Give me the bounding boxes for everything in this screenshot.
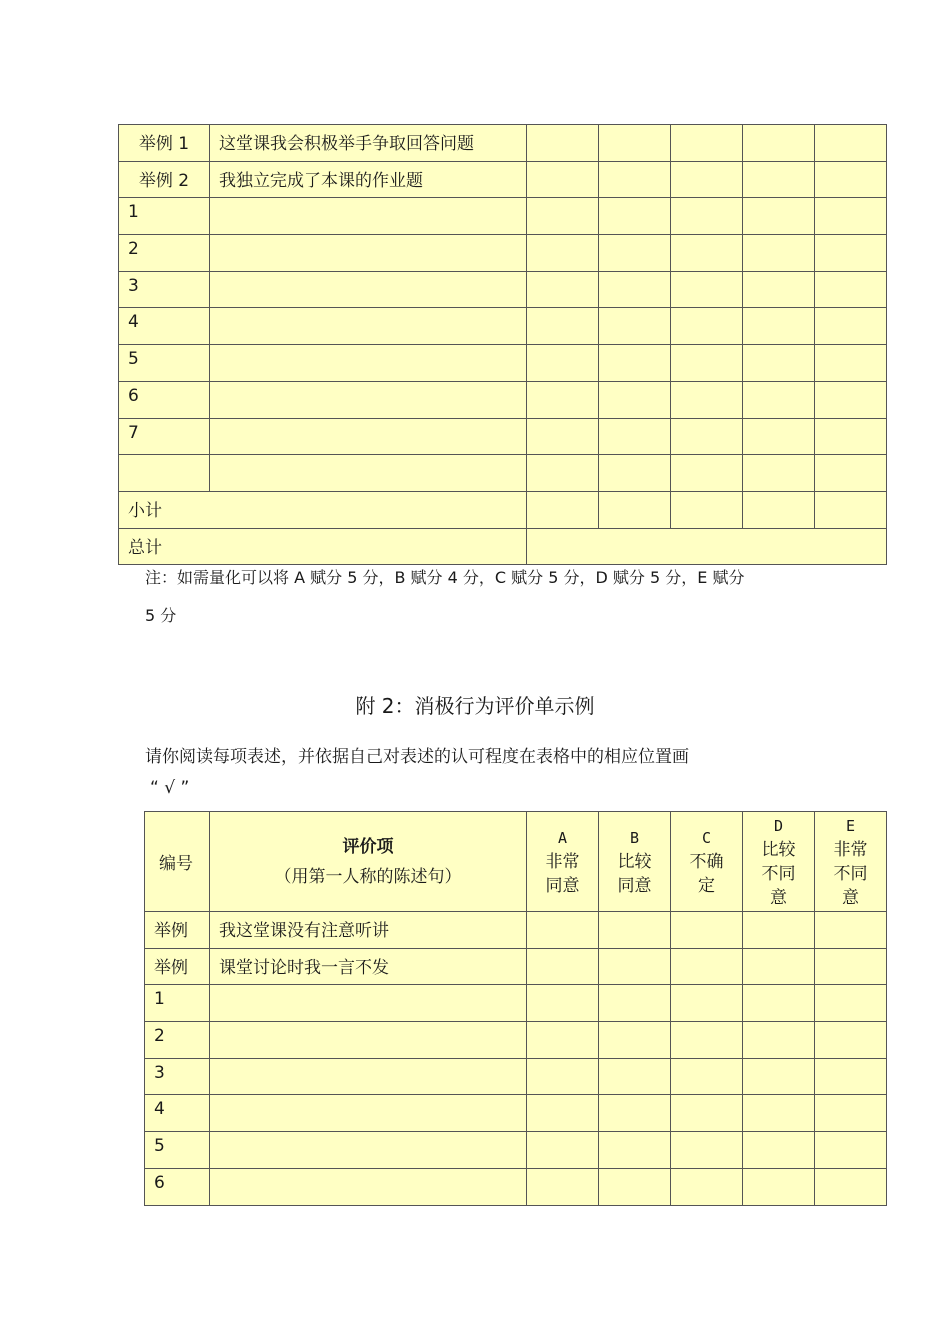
statement-cell (210, 1095, 527, 1132)
positive-evaluation-table (118, 124, 887, 565)
item-header (210, 812, 527, 912)
rating-cell[interactable] (671, 1022, 743, 1059)
table-row (119, 161, 887, 198)
statement-cell: 我这堂课没有注意听讲 (210, 912, 527, 949)
rating-cell[interactable] (743, 271, 815, 308)
option-letter: C (701, 828, 712, 847)
table-row (145, 1132, 887, 1169)
row-number-cell: 4 (145, 1095, 210, 1132)
option-label: 同意 (545, 875, 580, 896)
rating-cell[interactable] (815, 271, 887, 308)
rating-cell[interactable] (527, 455, 599, 492)
rating-cell[interactable] (599, 308, 671, 345)
row-number-cell: 举例 1 (119, 125, 210, 162)
rating-cell[interactable] (671, 235, 743, 272)
rating-cell[interactable] (599, 455, 671, 492)
rating-cell[interactable] (743, 381, 815, 418)
scoring-note-continued: 5 分 (145, 606, 177, 625)
statement-cell: 这堂课我会积极举手争取回答问题 (210, 125, 527, 162)
table-row (145, 1022, 887, 1059)
rating-cell[interactable] (671, 345, 743, 382)
row-number-cell: 7 (119, 418, 210, 455)
option-header (743, 812, 815, 912)
rating-cell[interactable] (599, 912, 671, 949)
rating-cell[interactable] (599, 125, 671, 162)
rating-cell[interactable] (743, 308, 815, 345)
rating-cell[interactable] (671, 161, 743, 198)
row-number-cell: 1 (145, 985, 210, 1022)
row-number-cell: 4 (119, 308, 210, 345)
rating-cell[interactable] (671, 1095, 743, 1132)
rating-cell[interactable] (815, 985, 887, 1022)
rating-cell[interactable] (527, 1132, 599, 1169)
rating-cell[interactable] (743, 418, 815, 455)
rating-cell[interactable] (527, 381, 599, 418)
rating-cell[interactable] (527, 161, 599, 198)
rating-cell[interactable] (743, 125, 815, 162)
row-number-cell: 6 (119, 381, 210, 418)
statement-cell (210, 308, 527, 345)
table-row (145, 1095, 887, 1132)
rating-cell[interactable] (671, 198, 743, 235)
statement-cell (210, 235, 527, 272)
rating-cell[interactable] (599, 381, 671, 418)
rating-cell[interactable] (527, 125, 599, 162)
rating-cell[interactable] (815, 1058, 887, 1095)
instruction-text: 请你阅读每项表述，并依据自己对表述的认可程度在表格中的相应位置画 (145, 747, 689, 767)
option-label: 不同 (761, 863, 796, 884)
rating-cell[interactable] (815, 235, 887, 272)
rating-cell[interactable] (527, 912, 599, 949)
rating-cell[interactable] (599, 1132, 671, 1169)
rating-cell[interactable] (815, 1022, 887, 1059)
option-header (815, 812, 887, 912)
item-header-subtitle: （用第一人称的陈述句） (274, 866, 462, 887)
rating-cell[interactable] (527, 948, 599, 985)
statement-cell (210, 1168, 527, 1205)
checkmark-text: “ √ ” (150, 778, 190, 798)
table-row (145, 948, 887, 985)
rating-cell[interactable] (599, 235, 671, 272)
rating-cell[interactable] (599, 985, 671, 1022)
row-number-cell: 举例 (145, 948, 210, 985)
row-number-cell (119, 455, 210, 492)
row-number-cell: 3 (119, 271, 210, 308)
option-label: 非常 (833, 839, 868, 860)
option-label: 定 (698, 875, 715, 896)
subtotal-cell[interactable] (671, 491, 743, 528)
total-label: 总计 (119, 528, 527, 565)
rating-cell[interactable] (527, 1022, 599, 1059)
table-row (119, 308, 887, 345)
total-cell[interactable] (527, 528, 887, 565)
subtotal-cell[interactable] (527, 491, 599, 528)
rating-cell[interactable] (815, 912, 887, 949)
statement-cell (210, 1058, 527, 1095)
rating-cell[interactable] (671, 125, 743, 162)
rating-cell[interactable] (527, 418, 599, 455)
option-label: 同意 (617, 875, 652, 896)
row-number-cell: 5 (145, 1132, 210, 1169)
rating-cell[interactable] (815, 125, 887, 162)
item-header-title: 评价项 (342, 836, 394, 857)
rating-cell[interactable] (527, 345, 599, 382)
rating-cell[interactable] (599, 1168, 671, 1205)
statement-cell (210, 345, 527, 382)
statement-cell (210, 1022, 527, 1059)
rating-cell[interactable] (743, 1095, 815, 1132)
rating-cell[interactable] (599, 1058, 671, 1095)
rating-cell[interactable] (671, 912, 743, 949)
rating-cell[interactable] (671, 418, 743, 455)
row-number-cell: 5 (119, 345, 210, 382)
rating-cell[interactable] (743, 198, 815, 235)
statement-cell (210, 381, 527, 418)
rating-cell[interactable] (743, 235, 815, 272)
statement-cell (210, 271, 527, 308)
option-letter: B (629, 828, 640, 847)
statement-cell: 课堂讨论时我一言不发 (210, 948, 527, 985)
rating-cell[interactable] (815, 1095, 887, 1132)
option-letter: D (773, 816, 784, 835)
rating-cell[interactable] (815, 198, 887, 235)
rating-cell[interactable] (671, 1168, 743, 1205)
rating-cell[interactable] (527, 198, 599, 235)
rating-cell[interactable] (815, 455, 887, 492)
rating-cell[interactable] (815, 161, 887, 198)
rating-cell[interactable] (743, 1058, 815, 1095)
subtotal-cell[interactable] (743, 491, 815, 528)
rating-cell[interactable] (815, 418, 887, 455)
rating-cell[interactable] (743, 1132, 815, 1169)
row-number-cell: 2 (119, 235, 210, 272)
rating-cell[interactable] (527, 235, 599, 272)
rating-cell[interactable] (527, 985, 599, 1022)
rating-cell[interactable] (671, 985, 743, 1022)
rating-cell[interactable] (671, 455, 743, 492)
rating-cell[interactable] (815, 948, 887, 985)
statement-cell (210, 985, 527, 1022)
option-header (527, 812, 599, 912)
table-row (119, 345, 887, 382)
rating-cell[interactable] (743, 985, 815, 1022)
row-number-cell: 举例 (145, 912, 210, 949)
rating-cell[interactable] (599, 345, 671, 382)
option-letter: E (845, 816, 856, 835)
rating-cell[interactable] (815, 345, 887, 382)
table-row (119, 418, 887, 455)
rating-cell[interactable] (671, 381, 743, 418)
rating-cell[interactable] (671, 308, 743, 345)
table-row (119, 235, 887, 272)
table-row (119, 381, 887, 418)
rating-cell[interactable] (743, 1168, 815, 1205)
statement-cell (210, 455, 527, 492)
table-row (145, 912, 887, 949)
scoring-note: 注：如需量化可以将 A 赋分 5 分，B 赋分 4 分，C 赋分 5 分，D 赋分 5 分，E 赋分 (145, 568, 745, 587)
rating-cell[interactable] (671, 271, 743, 308)
option-label: 比较 (617, 851, 652, 872)
subtotal-label: 小计 (119, 491, 527, 528)
table-row (119, 198, 887, 235)
rating-cell[interactable] (743, 161, 815, 198)
rating-cell[interactable] (527, 1058, 599, 1095)
statement-cell (210, 1132, 527, 1169)
option-header (599, 812, 671, 912)
table-row (119, 271, 887, 308)
rating-cell[interactable] (527, 271, 599, 308)
rating-cell[interactable] (671, 948, 743, 985)
option-label: 非常 (545, 851, 580, 872)
section-heading: 附 2：消极行为评价单示例 (355, 694, 595, 718)
option-label: 不确 (689, 851, 724, 872)
rating-cell[interactable] (743, 912, 815, 949)
option-label: 比较 (761, 839, 796, 860)
number-header: 编号 (145, 812, 210, 912)
total-row (119, 528, 887, 565)
row-number-cell: 举例 2 (119, 161, 210, 198)
rating-cell[interactable] (671, 1132, 743, 1169)
rating-cell[interactable] (599, 271, 671, 308)
statement-cell: 我独立完成了本课的作业题 (210, 161, 527, 198)
rating-cell[interactable] (527, 1095, 599, 1132)
rating-cell[interactable] (599, 161, 671, 198)
table-row (119, 125, 887, 162)
option-label: 意 (770, 887, 787, 908)
row-number-cell: 1 (119, 198, 210, 235)
rating-cell[interactable] (743, 345, 815, 382)
table-row (145, 985, 887, 1022)
rating-cell[interactable] (599, 198, 671, 235)
option-label: 不同 (833, 863, 868, 884)
row-number-cell: 2 (145, 1022, 210, 1059)
table-row (145, 1168, 887, 1205)
option-letter: A (557, 828, 568, 847)
rating-cell[interactable] (599, 418, 671, 455)
rating-cell[interactable] (527, 308, 599, 345)
statement-cell (210, 198, 527, 235)
rating-cell[interactable] (815, 308, 887, 345)
rating-cell[interactable] (743, 455, 815, 492)
rating-cell[interactable] (671, 1058, 743, 1095)
rating-cell[interactable] (815, 1132, 887, 1169)
rating-cell[interactable] (527, 1168, 599, 1205)
rating-cell[interactable] (599, 1022, 671, 1059)
statement-cell (210, 418, 527, 455)
rating-cell[interactable] (743, 1022, 815, 1059)
option-label: 意 (842, 887, 859, 908)
row-number-cell: 6 (145, 1168, 210, 1205)
option-header (671, 812, 743, 912)
row-number-cell: 3 (145, 1058, 210, 1095)
rating-cell[interactable] (599, 1095, 671, 1132)
negative-evaluation-table (144, 811, 887, 1206)
rating-cell[interactable] (743, 948, 815, 985)
rating-cell[interactable] (815, 381, 887, 418)
subtotal-cell[interactable] (599, 491, 671, 528)
table-row (119, 455, 887, 492)
rating-cell[interactable] (599, 948, 671, 985)
subtotal-cell[interactable] (815, 491, 887, 528)
subtotal-row (119, 491, 887, 528)
header-row (145, 812, 887, 912)
table-row (145, 1058, 887, 1095)
rating-cell[interactable] (815, 1168, 887, 1205)
